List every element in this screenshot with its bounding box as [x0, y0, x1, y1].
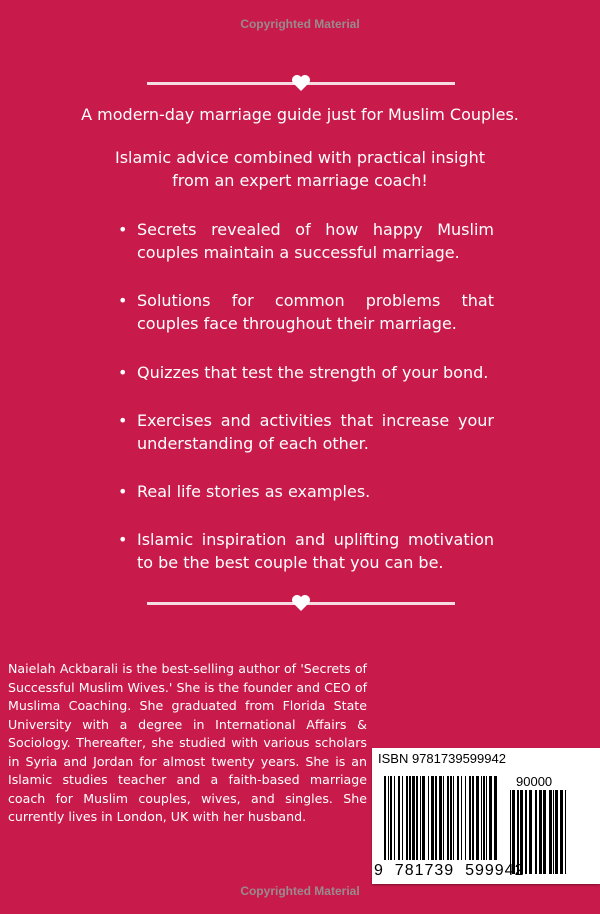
- barcode-bar: [439, 776, 442, 860]
- copyright-watermark-bottom: Copyrighted Material: [240, 884, 360, 898]
- barcode-bar: [555, 790, 558, 874]
- barcode-bar: [435, 776, 437, 860]
- isbn-label: ISBN 9781739599942: [378, 751, 506, 766]
- barcode-bar: [457, 776, 459, 860]
- tagline: A modern-day marriage guide just for Muslim Couples.: [81, 105, 519, 124]
- barcode-bar: [565, 790, 566, 874]
- barcode-bar: [489, 776, 492, 860]
- barcode-bar: [494, 776, 497, 860]
- heart-divider-bottom: [147, 602, 455, 605]
- barcode-bar: [409, 776, 411, 860]
- copyright-watermark-top: Copyrighted Material: [240, 17, 360, 31]
- heart-icon: [291, 74, 311, 92]
- bullet-icon: •: [118, 363, 128, 382]
- barcode-bar: [469, 776, 471, 860]
- heart-divider-top: [147, 82, 455, 85]
- bullet-item: • Quizzes that test the strength of your bond.: [118, 363, 489, 382]
- subtitle-line-2: from an expert marriage coach!: [172, 171, 428, 190]
- barcode-bar: [560, 790, 563, 874]
- barcode-bar: [486, 776, 487, 860]
- digit-first: 9: [374, 862, 384, 879]
- barcode-bar: [384, 776, 386, 860]
- heart-icon: [291, 594, 311, 612]
- bullet-icon: •: [118, 530, 128, 549]
- barcode-bar: [406, 776, 408, 860]
- barcode-bar: [412, 776, 415, 860]
- barcode-bar: [398, 776, 400, 860]
- barcode-bar: [465, 776, 466, 860]
- bullet-icon: •: [118, 482, 128, 501]
- digit-group-2: 599942: [465, 862, 525, 879]
- bullet-icon: •: [118, 411, 128, 430]
- barcode-bar: [535, 790, 537, 874]
- barcode-bar: [450, 776, 452, 860]
- barcode-bar: [529, 790, 532, 874]
- bullet-item: • Solutions for common problems that couples face throughout their marriage.: [118, 291, 494, 333]
- barcode-bar: [447, 776, 449, 860]
- bullet-icon: •: [118, 291, 128, 310]
- barcode-digits: [374, 862, 524, 880]
- barcode-bar: [472, 776, 474, 860]
- bullet-item: • Exercises and activities that increase your understanding of each other.: [118, 411, 494, 453]
- subtitle-line-1: Islamic advice combined with practical insight: [115, 148, 485, 167]
- barcode-bar: [543, 790, 546, 874]
- bullet-item: • Secrets revealed of how happy Muslim couples maintain a successful marriage.: [118, 220, 494, 262]
- barcode-bar: [420, 776, 421, 860]
- barcode-bar: [428, 776, 429, 860]
- barcode-bar: [390, 776, 392, 860]
- barcode-bar: [481, 776, 482, 860]
- barcode-bar: [476, 776, 479, 860]
- digit-group-1: 781739: [394, 862, 455, 879]
- barcode-bar: [483, 776, 485, 860]
- barcode-bar: [422, 776, 425, 860]
- barcode-bar: [539, 790, 542, 874]
- barcode-bar: [553, 790, 554, 874]
- barcode-bar: [549, 790, 552, 874]
- barcode-bar: [388, 776, 389, 860]
- barcode-bar: [402, 776, 403, 860]
- barcode-bar: [394, 776, 395, 860]
- bullet-icon: •: [118, 220, 128, 239]
- addon-code: 90000: [516, 774, 553, 789]
- barcode-bar: [431, 776, 434, 860]
- barcode-bar: [525, 790, 527, 874]
- barcode-bar: [416, 776, 418, 860]
- author-bio: Naielah Ackbarali is the best-selling author of 'Secrets of Successful Muslim Wives.' She is the founder and CEO of Muslima Coaching. She graduated from Florida State University with a degree in International Affairs & Sociology. Thereafter, she studied with various scholars in Syria and Jordan for almost twenty years. She is an Islamic studies teacher and a faith-based marriage coach for Muslim couples, wives, and singles. She currently lives in London, UK with her husband.: [8, 661, 367, 824]
- barcode-bar: [453, 776, 454, 860]
- barcode-bar: [461, 776, 462, 860]
- bullet-item: • Islamic inspiration and uplifting motivation to be the best couple that you can be.: [118, 530, 494, 572]
- isbn-barcode: [372, 748, 600, 884]
- bullet-item: • Real life stories as examples.: [118, 482, 371, 501]
- barcode-bar: [443, 776, 444, 860]
